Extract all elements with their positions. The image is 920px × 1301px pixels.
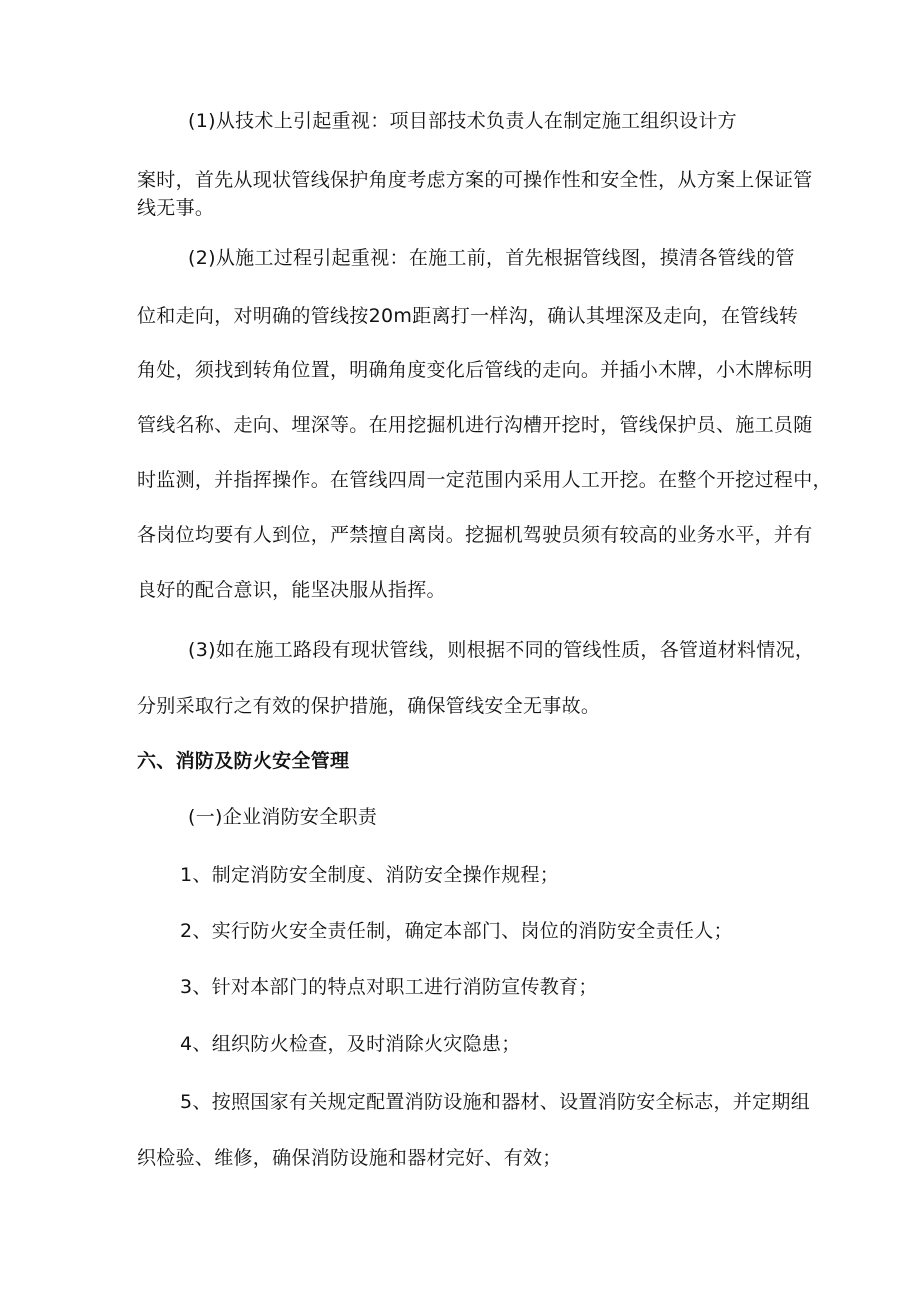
paragraph-1-line-3: 线无事。 <box>137 197 215 219</box>
list-item-3: 3、针对本部门的特点对职工进行消防宣传教育； <box>180 976 598 998</box>
list-item-2: 2、实行防火安全责任制，确定本部门、岗位的消防安全责任人； <box>180 920 733 942</box>
subsection-heading: (一)企业消防安全职责 <box>188 806 378 828</box>
paragraph-2-line-1: (2)从施工过程引起重视：在施工前，首先根据管线图，摸清各管线的管 <box>188 247 795 269</box>
list-item-5-line-2: 织检验、维修，确保消防设施和器材完好、有效； <box>137 1147 562 1169</box>
paragraph-2-line-5: 时监测，并指挥操作。在管线四周一定范围内采用人工开挖。在整个开挖过程中， <box>137 469 832 491</box>
paragraph-2-line-4: 管线名称、走向、埋深等。在用挖掘机进行沟槽开挖时，管线保护员、施工员随 <box>137 414 813 436</box>
paragraph-2-line-2: 位和走向，对明确的管线按20m距离打一样沟，确认其埋深及走向，在管线转 <box>137 305 799 327</box>
paragraph-2-line-6: 各岗位均要有人到位，严禁擅自离岗。挖掘机驾驶员须有较高的业务水平，并有 <box>137 524 813 546</box>
paragraph-3-line-1: (3)如在施工路段有现状管线，则根据不同的管线性质，各管道材料情况， <box>188 639 815 661</box>
list-item-5-line-1: 5、按照国家有关规定配置消防设施和器材、设置消防安全标志，并定期组 <box>180 1091 810 1113</box>
paragraph-1-line-2: 案时，首先从现状管线保护角度考虑方案的可操作性和安全性，从方案上保证管 <box>137 169 813 191</box>
paragraph-2-line-3: 角处，须找到转角位置，明确角度变化后管线的走向。并插小木牌，小木牌标明 <box>137 359 813 381</box>
paragraph-3-line-2: 分别采取行之有效的保护措施，确保管线安全无事故。 <box>137 695 601 717</box>
list-item-4: 4、组织防火检查，及时消除火灾隐患； <box>180 1033 521 1055</box>
list-item-1: 1、制定消防安全制度、消防安全操作规程； <box>180 864 560 886</box>
paragraph-2-line-7: 良好的配合意识，能坚决服从指挥。 <box>137 579 446 601</box>
section-heading: 六、消防及防火安全管理 <box>137 750 350 772</box>
paragraph-1-line-1: (1)从技术上引起重视：项目部技术负责人在制定施工组织设计方 <box>188 110 737 132</box>
